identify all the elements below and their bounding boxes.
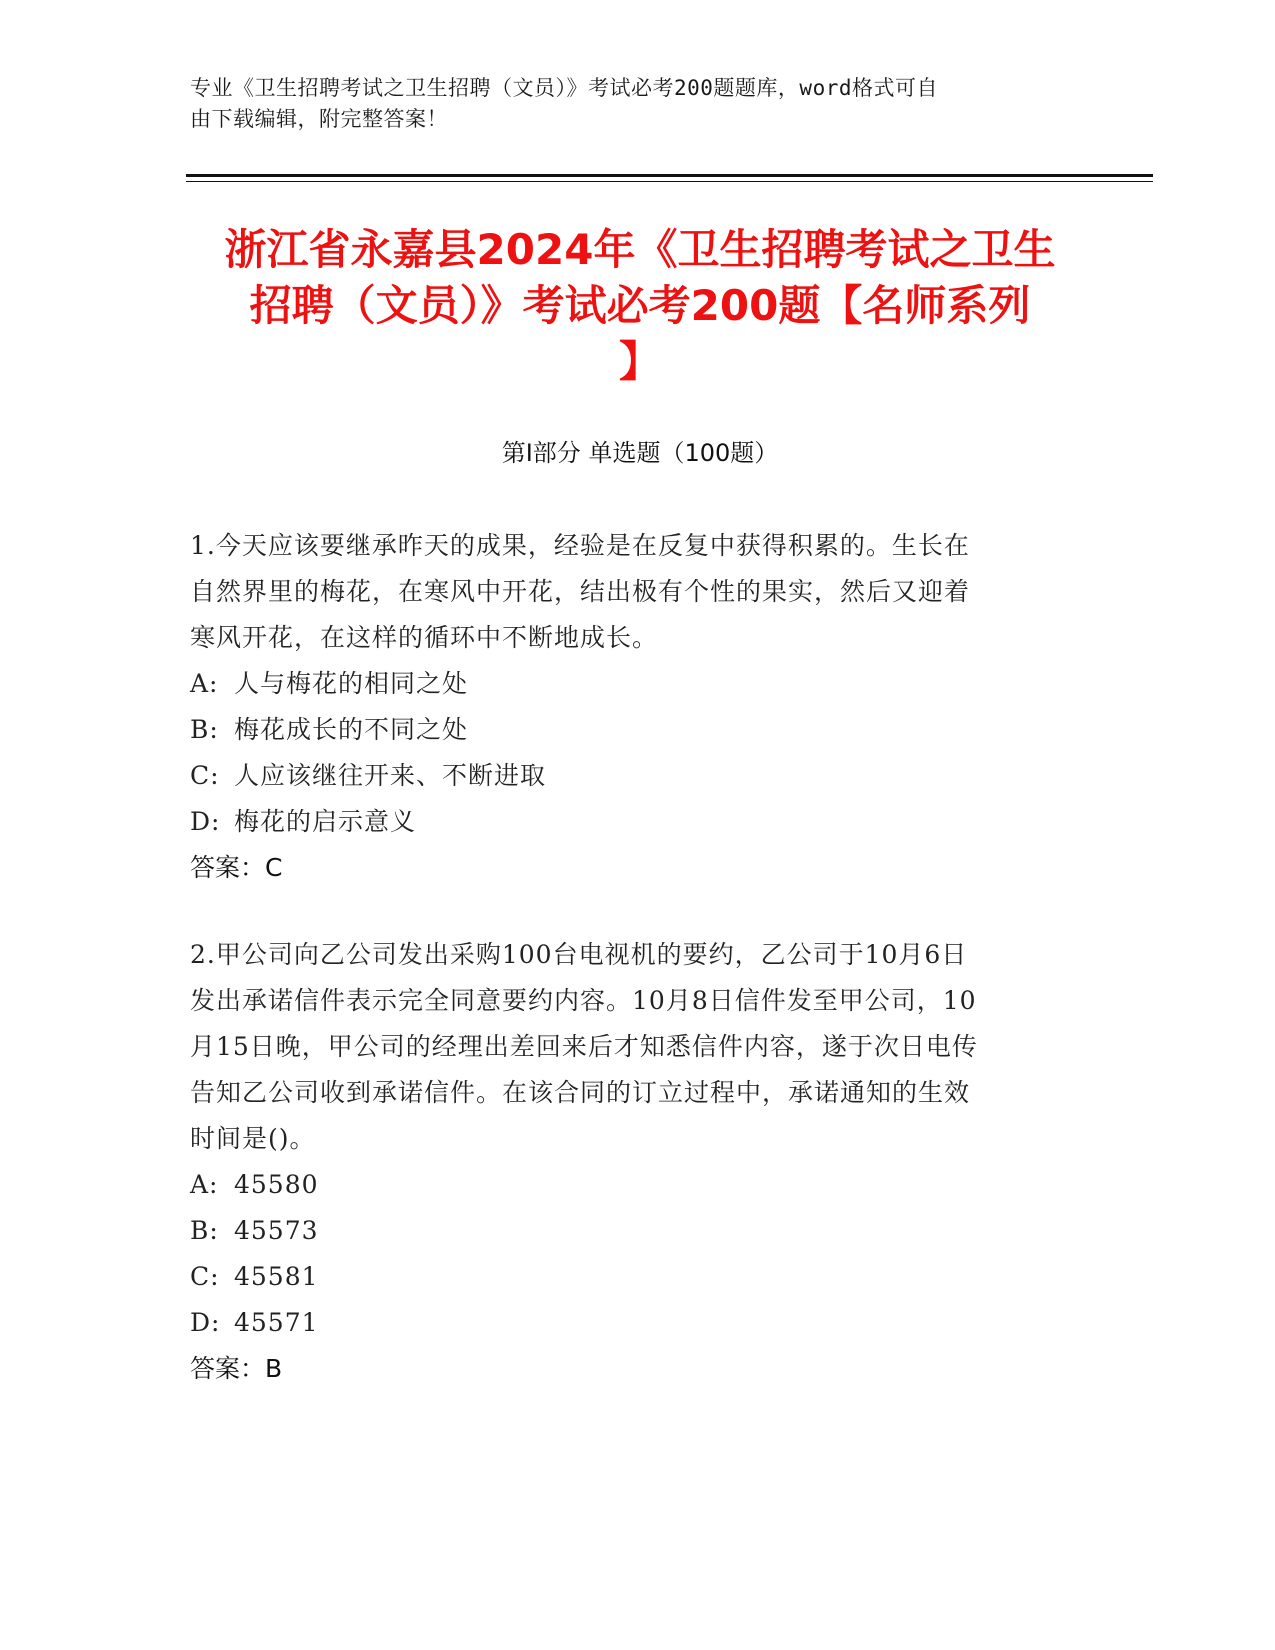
option-letter: A: bbox=[190, 669, 219, 698]
stem-line: 告知乙公司收到承诺信件。在该合同的订立过程中，承诺通知的生效 bbox=[190, 1078, 971, 1107]
question-stem bbox=[190, 932, 1070, 1162]
option-text: 45580 bbox=[234, 1170, 319, 1199]
stem-line: 发出承诺信件表示完全同意要约内容。10月8日信件发至甲公司，10 bbox=[190, 986, 977, 1015]
option-c bbox=[190, 1254, 1070, 1300]
header-rule-thin bbox=[186, 181, 1153, 182]
title-line: 招聘（文员）》考试必考200题【名师系列 bbox=[249, 281, 1031, 330]
option-a bbox=[190, 661, 1070, 707]
option-d bbox=[190, 1300, 1070, 1346]
option-text: 人与梅花的相同之处 bbox=[234, 669, 469, 698]
question-1 bbox=[190, 523, 1070, 891]
stem-line: 寒风开花，在这样的循环中不断地成长。 bbox=[190, 623, 659, 652]
option-b bbox=[190, 707, 1070, 753]
title-line: 】 bbox=[618, 337, 661, 386]
header-note-line: 由下载编辑，附完整答案！ bbox=[190, 107, 448, 131]
option-text: 梅花的启示意义 bbox=[234, 807, 417, 836]
option-letter: D: bbox=[190, 1308, 221, 1337]
option-letter: C: bbox=[190, 1262, 220, 1291]
stem-line: 时间是()。 bbox=[190, 1124, 316, 1153]
stem-line: 月15日晚，甲公司的经理出差回来后才知悉信件内容，遂于次日电传 bbox=[190, 1032, 978, 1061]
option-text: 人应该继往开来、不断进取 bbox=[234, 761, 547, 790]
option-a bbox=[190, 1162, 1070, 1208]
option-letter: B: bbox=[190, 715, 219, 744]
option-text: 45581 bbox=[234, 1262, 319, 1291]
stem-line: 2.甲公司向乙公司发出采购100台电视机的要约，乙公司于10月6日 bbox=[190, 940, 968, 969]
option-letter: D: bbox=[190, 807, 221, 836]
answer-label: 答案：B bbox=[190, 1354, 283, 1383]
stem-line: 1.今天应该要继承昨天的成果，经验是在反复中获得积累的。生长在 bbox=[190, 531, 970, 560]
header-note-line: 专业《卫生招聘考试之卫生招聘（文员）》考试必考200题题库，word格式可自 bbox=[190, 76, 938, 100]
title-line: 浙江省永嘉县2024年《卫生招聘考试之卫生 bbox=[224, 225, 1056, 274]
header-rule-thick bbox=[186, 174, 1153, 177]
option-text: 梅花成长的不同之处 bbox=[234, 715, 469, 744]
answer-label: 答案：C bbox=[190, 853, 283, 882]
option-letter: B: bbox=[190, 1216, 219, 1245]
option-text: 45571 bbox=[234, 1308, 319, 1337]
question-2 bbox=[190, 932, 1070, 1392]
question-stem bbox=[190, 523, 1070, 661]
option-c bbox=[190, 753, 1070, 799]
option-d bbox=[190, 799, 1070, 845]
option-letter: A: bbox=[190, 1170, 219, 1199]
option-text: 45573 bbox=[234, 1216, 319, 1245]
section-heading: 第Ⅰ部分 单选题（100题） bbox=[501, 439, 779, 467]
option-letter: C: bbox=[190, 761, 220, 790]
header-note bbox=[190, 73, 1080, 135]
stem-line: 自然界里的梅花，在寒风中开花，结出极有个性的果实，然后又迎着 bbox=[190, 577, 971, 606]
document-title bbox=[190, 222, 1090, 390]
option-b bbox=[190, 1208, 1070, 1254]
